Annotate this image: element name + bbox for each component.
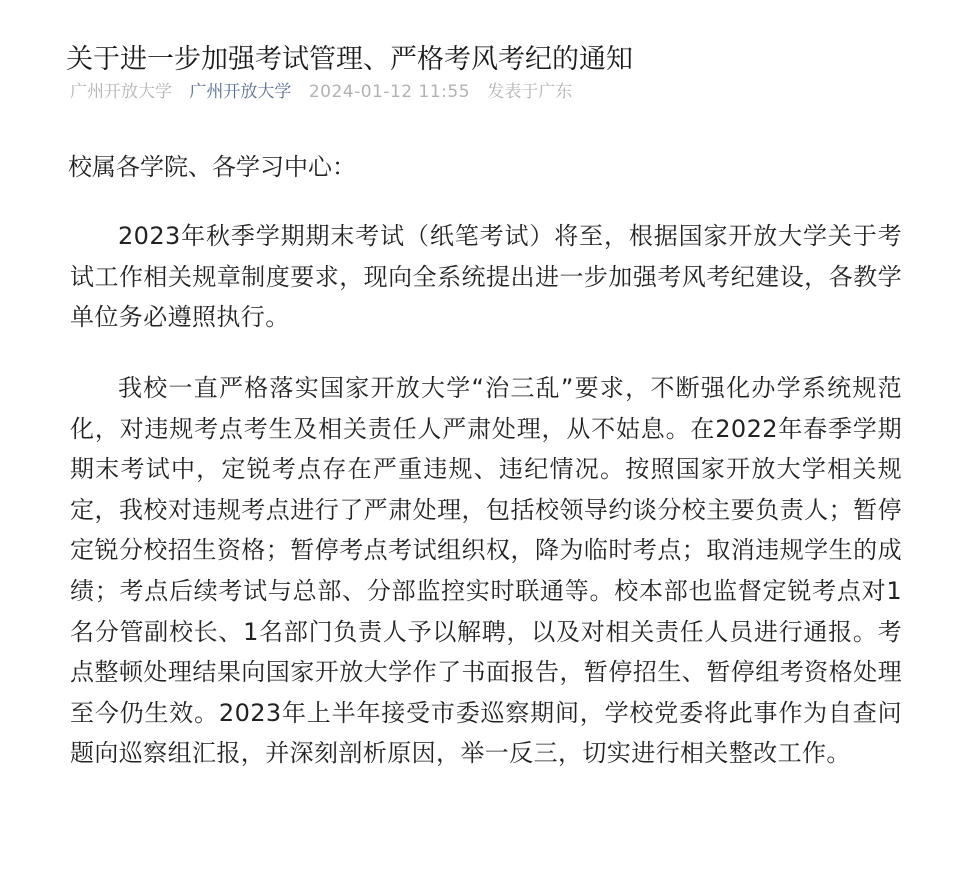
paragraph-1: 2023年秋季学期期末考试（纸笔考试）将至，根据国家开放大学关于考试工作相关规章制度要求，现向全系统提出进一步加强考风考纪建设，各教学单位务必遵照执行。 bbox=[70, 222, 902, 332]
paragraph-2: 我校一直严格落实国家开放大学“治三乱”要求，不断强化办学系统规范化，对违规考点考生及相关责任人严肃处理，从不姑息。在2022年春季学期期末考试中，定锐考点存在严重违规、违纪情况。按照国家开放大学相关规定，我校对违规考点进行了严肃处理，包括校领导约谈分校主要负责人；暂停定锐分校招生资格；暂停考点考试组织权，降为临时考点；取消违规学生的成绩；考点后续考试与总部、分部监控实时联通等。校本部也监督定锐考点对1名分管副校长、1名部门负责人予以解聘，以及对相关责任人员进行通报。考点整顿处理结果向国家开放大学作了书面报告，暂停招生、暂停组考资格处理至今仍生效。2023年上半年接受市委巡察期间，学校党委将此事作为自查问题向巡察组汇报，并深刻剖析原因，举一反三，切实进行相关整改工作。 bbox=[70, 374, 902, 768]
account-link[interactable]: 广州开放大学 bbox=[189, 82, 292, 102]
article-title: 关于进一步加强考试管理、严格考风考纪的通知 bbox=[66, 44, 633, 76]
publish-datetime: 2024-01-12 11:55 bbox=[308, 82, 471, 102]
author-name: 广州开放大学 bbox=[70, 82, 172, 102]
publish-location: 发表于广东 bbox=[487, 82, 573, 102]
salutation: 校属各学院、各学习中心： bbox=[68, 153, 356, 181]
article-meta bbox=[70, 78, 584, 106]
